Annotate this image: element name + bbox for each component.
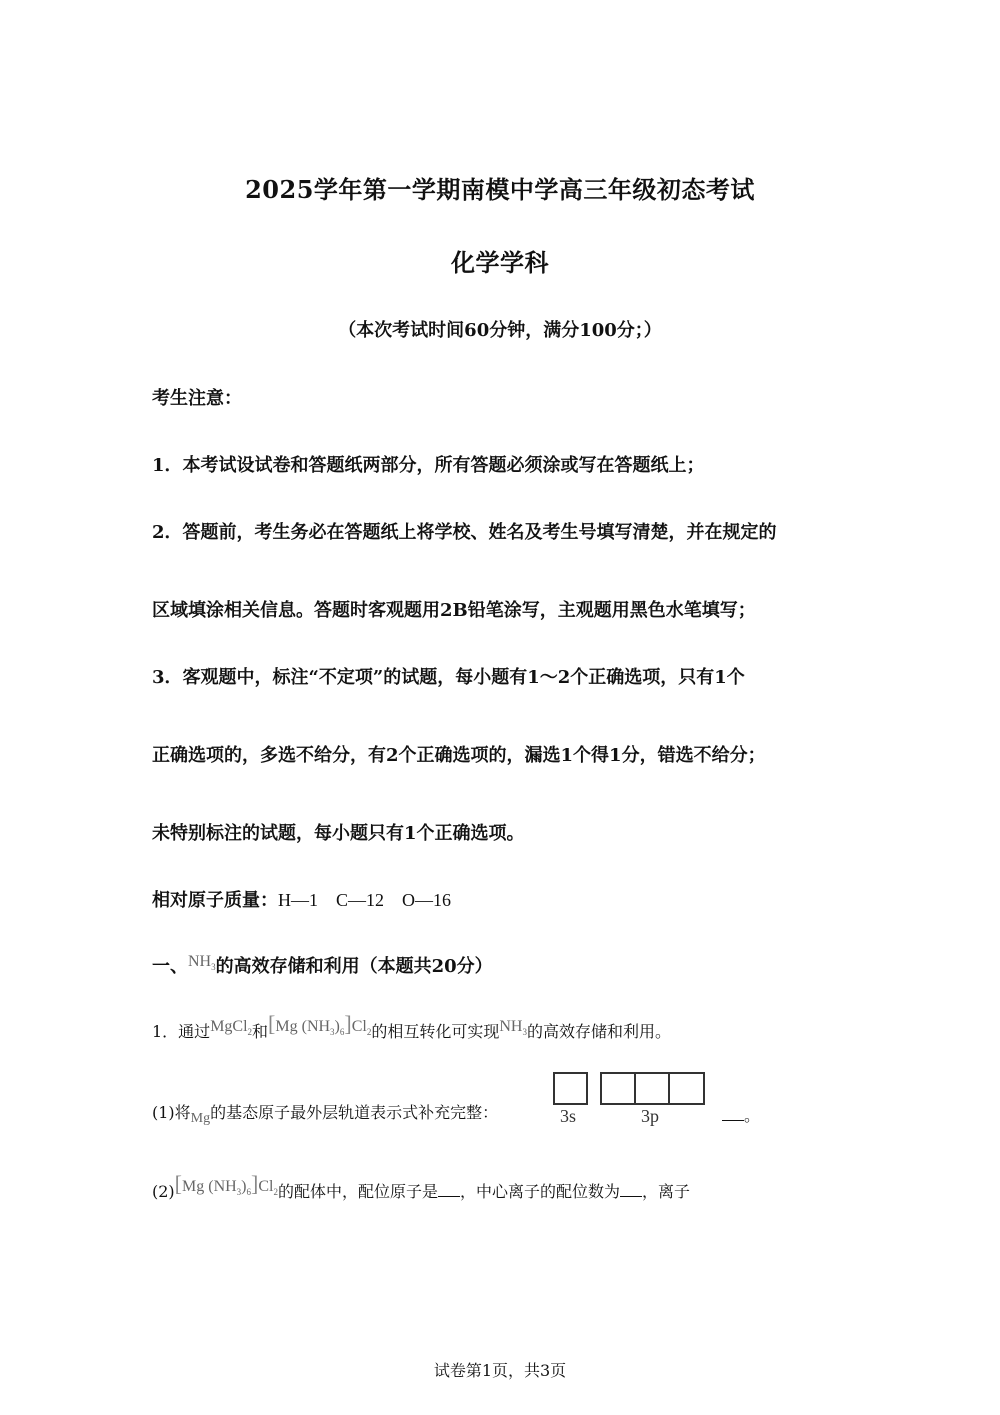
sub-question-2 <box>152 1172 690 1216</box>
atomic-mass-values: H—1 C—12 O—16 <box>278 890 452 910</box>
nh3-formula-2: $NH_3$ <box>499 1018 527 1038</box>
orbital-box-3p-1 <box>600 1072 636 1105</box>
notice-line-3: 区域填涂相关信息。答题时客观题用2B铅笔涂写，主观题用黑色水笔填写； <box>152 600 756 621</box>
notice-line-4: 3．客观题中，标注“不定项”的试题，每小题有1～2个正确选项，只有1个 <box>152 667 745 688</box>
atomic-mass-label: 相对原子质量： <box>152 890 278 911</box>
label-3s: 3s <box>560 1106 577 1126</box>
section-title: 的高效存储和利用（本题共20分） <box>215 956 493 977</box>
mgcl2-formula: MgCl$_2$ <box>210 1018 253 1038</box>
notice-line-1: 1．本考试设试卷和答题纸两部分，所有答题必须涂或写在答题纸上； <box>152 455 705 476</box>
exam-title: 2025学年第一学期南模中学高三年级初态考试 <box>245 175 755 204</box>
q1-number: 1．通过 <box>152 1022 211 1041</box>
sub2-text-a: 的配体中，配位原子是 <box>277 1182 438 1201</box>
answer-blank <box>620 1182 642 1197</box>
answer-blank <box>722 1106 744 1121</box>
sub-question-1 <box>152 1100 499 1126</box>
notice-heading: 考生注意： <box>152 388 242 409</box>
nh3-formula: $NH_3$ <box>188 953 216 973</box>
complex-formula-2: [Mg $(NH_3)_6]Cl_2$ <box>174 1171 278 1198</box>
sub1-end: 。 <box>744 1106 761 1125</box>
answer-blank <box>438 1182 460 1197</box>
question-1 <box>152 1012 671 1056</box>
orbital-box-3p-2 <box>634 1072 670 1105</box>
sub1-prefix: (1)将 <box>152 1103 191 1122</box>
complex-formula: [Mg $(NH_3)_6]Cl_2$ <box>268 1011 372 1038</box>
page-footer: 试卷第1页，共3页 <box>433 1361 567 1380</box>
notice-line-2: 2．答题前，考生务必在答题纸上将学校、姓名及考生号填写清楚，并在规定的 <box>152 522 777 543</box>
sub2-prefix: (2) <box>152 1182 175 1201</box>
section-1-heading <box>152 952 493 978</box>
orbital-box-3p-3 <box>668 1072 705 1105</box>
atomic-mass <box>152 886 451 912</box>
orbital-box-3s <box>553 1072 588 1105</box>
q1-text: 的相互转化可实现 <box>371 1022 500 1041</box>
section-prefix: 一、 <box>152 956 188 977</box>
q1-tail: 的高效存储和利用。 <box>526 1022 671 1041</box>
sub1-answer <box>722 1103 760 1126</box>
exam-info: （本次考试时间60分钟，满分100分；） <box>338 320 662 341</box>
notice-line-5: 正确选项的，多选不给分，有2个正确选项的，漏选1个得1分，错选不给分； <box>152 745 766 766</box>
sub2-text-b: ，中心离子的配位数为 <box>459 1182 620 1201</box>
q1-and: 和 <box>252 1022 269 1041</box>
sub1-text: 的基态原子最外层轨道表示式补充完整： <box>210 1103 499 1122</box>
sub2-text-c: ，离子 <box>641 1182 690 1201</box>
mg-symbol: Mg <box>190 1111 211 1126</box>
exam-subject: 化学学科 <box>451 248 549 277</box>
notice-line-6: 未特别标注的试题，每小题只有1个正确选项。 <box>152 823 525 844</box>
label-3p: 3p <box>641 1106 659 1126</box>
